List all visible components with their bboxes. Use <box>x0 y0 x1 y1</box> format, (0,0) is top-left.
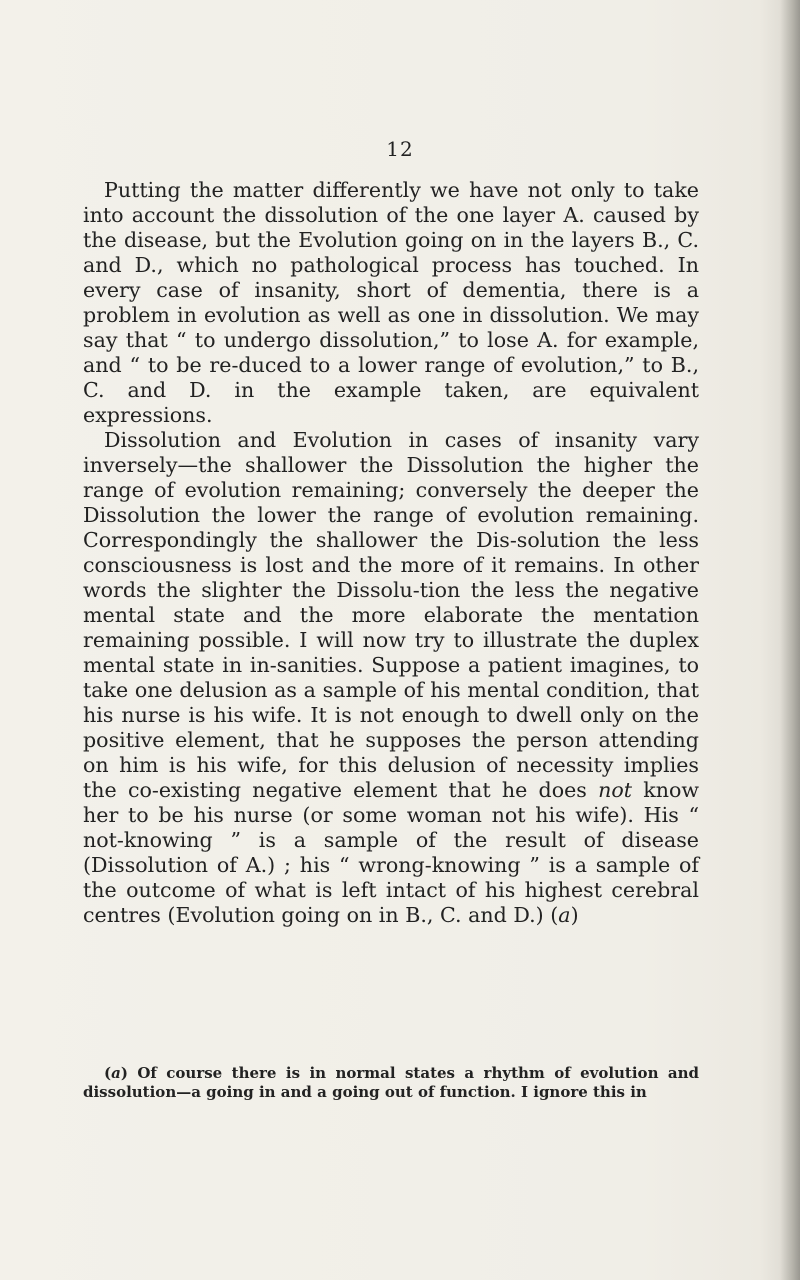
page-edge-shadow <box>780 0 800 1280</box>
body-text <box>83 178 699 928</box>
paragraph-2-text-b: know her to be his nurse (or some woman not his wife). His “ not-knowing ” is a sample of the result of disease (Dissolution of A.) ; his “ wrong-knowing ” is a sample of the outcome of what is left intact of his highest cerebral centres (Evolution going on in B., C. and D.) ( <box>83 778 699 927</box>
footnote-open-paren: ( <box>104 1064 112 1082</box>
paragraph-2-text-a: Dissolution and Evolution in cases of insanity vary inversely—the shallower the Dissolution the higher the range of evolution remaining; conversely the deeper the Dissolution the lower the range of evolution remaining. Correspondingly the shallower the Dis-solution the less consciousness is lost and the more of it remains. In other words the slighter the Dissolu-tion the less the negative mental state and the more elaborate the mentation remaining possible. I will now try to illustrate the duplex mental state in in-sanities. Suppose a patient imagines, to take one delusion as a sample of his mental condition, that his nurse is his wife. It is not enough to dwell only on the positive element, that he supposes the person attending on him is his wife, for this delusion of necessity implies the co-existing negative element that he does <box>83 428 699 802</box>
footnote-label: a <box>111 1064 121 1082</box>
emphasis-not: not <box>598 778 632 802</box>
page-number: 12 <box>386 137 414 161</box>
paragraph-2 <box>83 428 699 928</box>
paragraph-1 <box>83 178 699 428</box>
footnote-text: ) Of course there is in normal states a rhythm of evolution and dissolution—a going in and a going out of function. I ignore this in <box>83 1064 699 1101</box>
paragraph-1-text: Putting the matter differently we have not only to take into account the dissolution of the one layer A. caused by the disease, but the Evolution going on in the layers B., C. and D., which no pathological process has touched. In every case of insanity, short of dementia, there is a problem in evolution as well as one in dissolution. We may say that “ to undergo dissolution,” to lose A. for example, and “ to be re-duced to a lower range of evolution,” to B., C. and D. in the example taken, are equivalent expressions. <box>83 178 699 427</box>
footnote-marker: a <box>558 903 571 927</box>
paragraph-2-text-c: ) <box>570 903 579 927</box>
footnote <box>83 1064 699 1102</box>
